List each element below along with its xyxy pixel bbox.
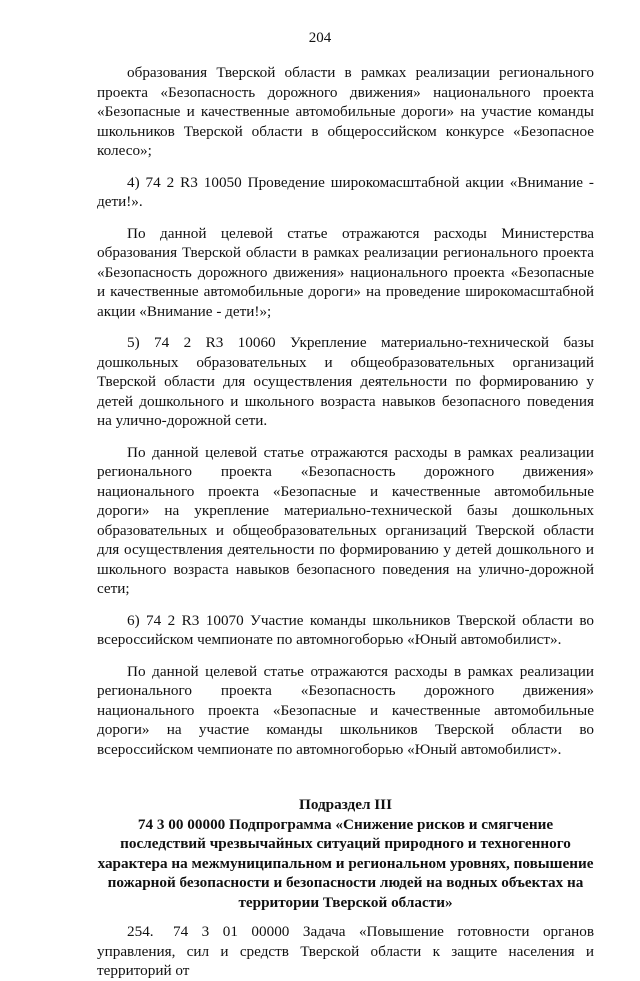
paragraph: 5) 74 2 R3 10060 Укрепление материально-технической базы дошкольных образовательных и общеобразовательных организаций Тверской области для осуществления деятельности по формированию у детей дошкольного и школьного возраста навыков безопасного поведения на улично-дорожной сети. xyxy=(97,334,594,429)
item-text: 74 3 01 00000 Задача «Повышение готовности органов управления, сил и средств Тверской области к защите населения и территорий от xyxy=(97,923,594,979)
page-number: 204 xyxy=(308,30,332,46)
paragraph: образования Тверской области в рамках реализации регионального проекта «Безопасность дорожного движения» национального проекта «Безопасные и качественные автомобильные дороги» на участие команды школьников Тверской области в общероссийском конкурсе «Безопасное колесо»; xyxy=(97,64,594,159)
paragraph: По данной целевой статье отражаются расходы в рамках реализации регионального проекта «Безопасность дорожного движения» национального проекта «Безопасные и качественные автомобильные дороги» на участие команды школьников Тверской области во всероссийском чемпионате по автомногоборью «Юный автомобилист». xyxy=(97,662,594,758)
paragraph: По данной целевой статье отражаются расходы Министерства образования Тверской области в рамках реализации регионального проекта «Безопасность дорожного движения» национального проекта «Безопасные и качественные автомобильные дороги» на проведение широкомасштабной акции «Внимание - дети!»; xyxy=(97,224,594,320)
item-number: 254. xyxy=(127,923,154,940)
paragraph: 4) 74 2 R3 10050 Проведение широкомасштабной акции «Внимание - дети!». xyxy=(97,173,594,210)
body-text xyxy=(97,63,594,981)
subsection-title: Подраздел III xyxy=(299,796,392,813)
paragraph: 6) 74 2 R3 10070 Участие команды школьников Тверской области во всероссийском чемпионате по автомногоборью «Юный автомобилист». xyxy=(97,611,594,648)
subsection-subtitle: 74 3 00 00000 Подпрограмма «Снижение рисков и смягчение последствий чрезвычайных ситуаций природного и техногенного характера на межмуниципальном и региональном уровнях, повышение пожарной безопасности и безопасности людей на водных объектах на территории Тверской области» xyxy=(97,815,594,911)
paragraph: По данной целевой статье отражаются расходы в рамках реализации регионального проекта «Безопасность дорожного движения» национального проекта «Безопасные и качественные автомобильные дороги» на укрепление материально-технической базы дошкольных образовательных и общеобразовательных организаций Тверской области для осуществления деятельности по формированию у детей дошкольного и школьного возраста навыков безопасного поведения на улично-дорожной сети; xyxy=(97,443,594,597)
numbered-item xyxy=(97,922,594,981)
subsection-heading xyxy=(97,795,594,912)
